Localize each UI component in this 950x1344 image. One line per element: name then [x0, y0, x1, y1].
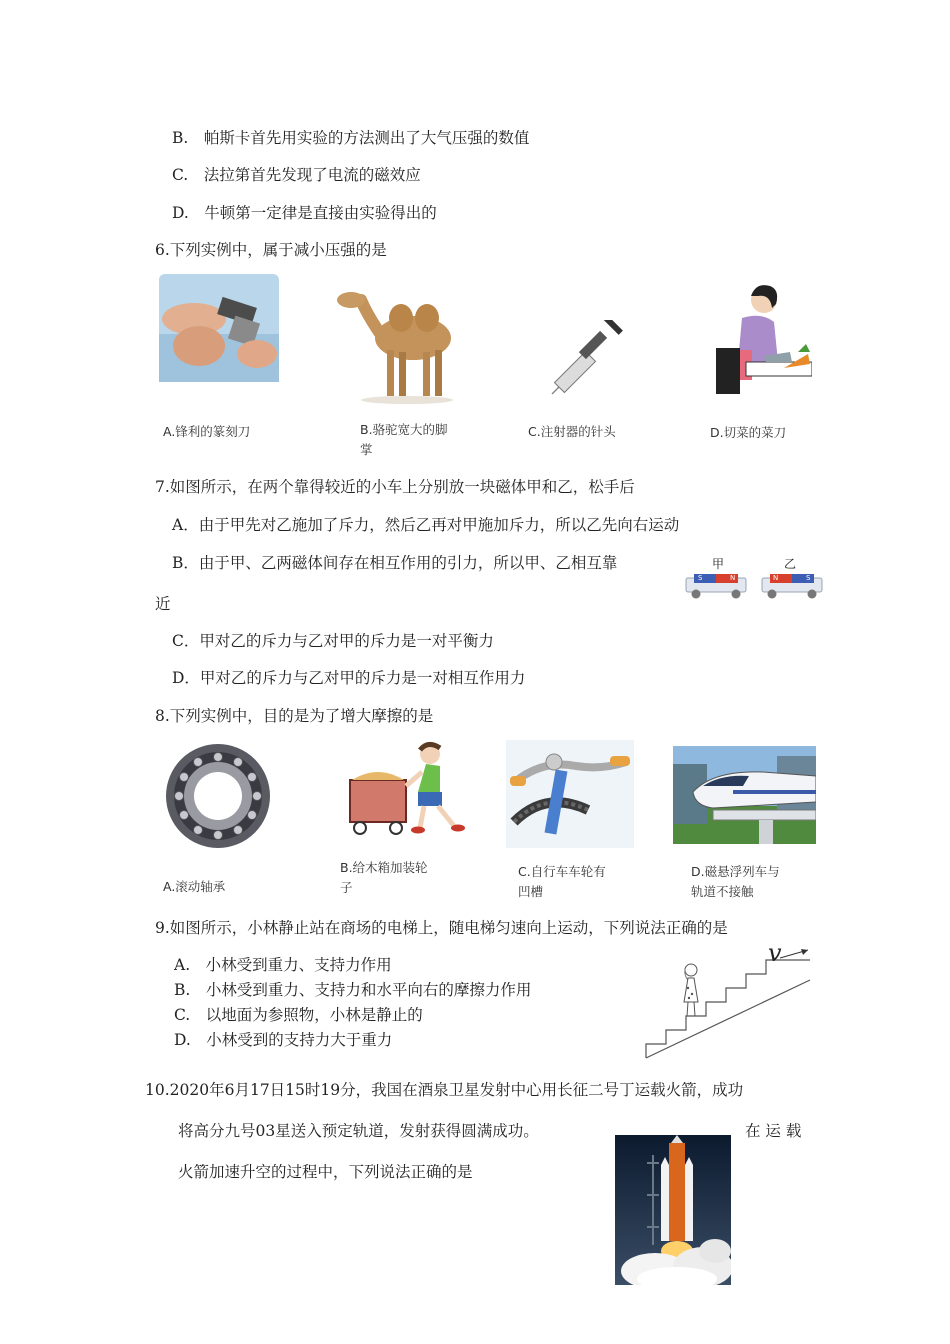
label-yi: 乙 [784, 557, 797, 571]
q6-caption-b-line1: B.骆驼宽大的脚 [360, 422, 448, 437]
q8-caption-b-line2: 子 [340, 880, 353, 895]
maglev-train-image [673, 746, 816, 844]
q7-option-c: C．甲对乙的斥力与乙对甲的斥力是一对平衡力 [172, 632, 494, 650]
pole-s-left: S [698, 574, 703, 582]
q8-caption-a: A.滚动轴承 [163, 879, 226, 894]
q8-caption-d-line2: 轨道不接触 [691, 884, 754, 899]
q6-caption-a: A.锋利的篆刻刀 [163, 424, 251, 439]
rocket-launch-image [615, 1135, 731, 1285]
q10-line2-tail: 在 运 载 [745, 1122, 802, 1140]
carving-knife-image [159, 274, 279, 382]
q6-caption-c: C.注射器的针头 [528, 424, 616, 439]
q8-caption-c-line2: 凹槽 [518, 884, 544, 899]
q7-option-b-line1: B．由于甲、乙两磁体间存在相互作用的引力，所以甲、乙相互靠 [172, 554, 618, 572]
q6-caption-d: D.切菜的菜刀 [710, 425, 787, 440]
q8-caption-b-line1: B.给木箱加装轮 [340, 860, 428, 875]
q7-stem: 7.如图所示，在两个靠得较近的小车上分别放一块磁体甲和乙，松手后 [155, 478, 635, 496]
q7-option-b-line2: 近 [155, 595, 171, 613]
q9-stem: 9.如图所示，小林静止站在商场的电梯上，随电梯匀速向上运动，下列说法正确的是 [155, 919, 728, 937]
q8-caption-c-line1: C.自行车车轮有 [518, 864, 606, 879]
q5-option-d: D. 牛顿第一定律是直接由实验得出的 [172, 204, 437, 222]
q7-option-d: D．甲对乙的斥力与乙对甲的斥力是一对相互作用力 [172, 669, 526, 687]
label-jia: 甲 [712, 557, 725, 571]
q10-line1: 10.2020年6月17日15时19分，我国在酒泉卫星发射中心用长征二号丁运载火箭，成功 [145, 1081, 744, 1099]
q9-option-a: A. 小林受到重力、支持力作用 [174, 956, 392, 974]
q10-line3: 火箭加速升空的过程中，下列说法正确的是 [178, 1163, 473, 1181]
q7-option-a: A．由于甲先对乙施加了斥力，然后乙再对甲施加斥力，所以乙先向右运动 [172, 516, 680, 534]
pole-s-right: S [806, 574, 811, 582]
q10-line2: 将高分九号03星送入预定轨道，发射获得圆满成功。 [178, 1122, 539, 1140]
q9-option-c: C. 以地面为参照物，小林是静止的 [174, 1006, 423, 1024]
escalator-figure [644, 944, 814, 1062]
magnet-carts-figure [684, 552, 826, 604]
q8-caption-d-line1: D.磁悬浮列车与 [691, 864, 780, 879]
q9-option-b: B. 小林受到重力、支持力和水平向右的摩擦力作用 [174, 981, 532, 999]
bicycle-wheel-image [506, 740, 634, 848]
box-with-wheels-image [344, 740, 470, 838]
syringe-image [544, 320, 630, 398]
q5-option-c: C. 法拉第首先发现了电流的磁效应 [172, 166, 421, 184]
pole-n-right: N [773, 574, 779, 582]
camel-image [335, 278, 463, 404]
velocity-label: v [768, 944, 782, 967]
q8-stem: 8.下列实例中，目的是为了增大摩擦的是 [155, 707, 434, 725]
q6-stem: 6.下列实例中，属于减小压强的是 [155, 241, 387, 259]
chopping-vegetables-image [712, 282, 812, 396]
rolling-bearing-image [163, 742, 273, 850]
q5-option-b: B. 帕斯卡首先用实验的方法测出了大气压强的数值 [172, 129, 530, 147]
q6-caption-b-line2: 掌 [360, 442, 373, 457]
q9-option-d: D. 小林受到的支持力大于重力 [174, 1031, 393, 1049]
pole-n-left: N [730, 574, 736, 582]
